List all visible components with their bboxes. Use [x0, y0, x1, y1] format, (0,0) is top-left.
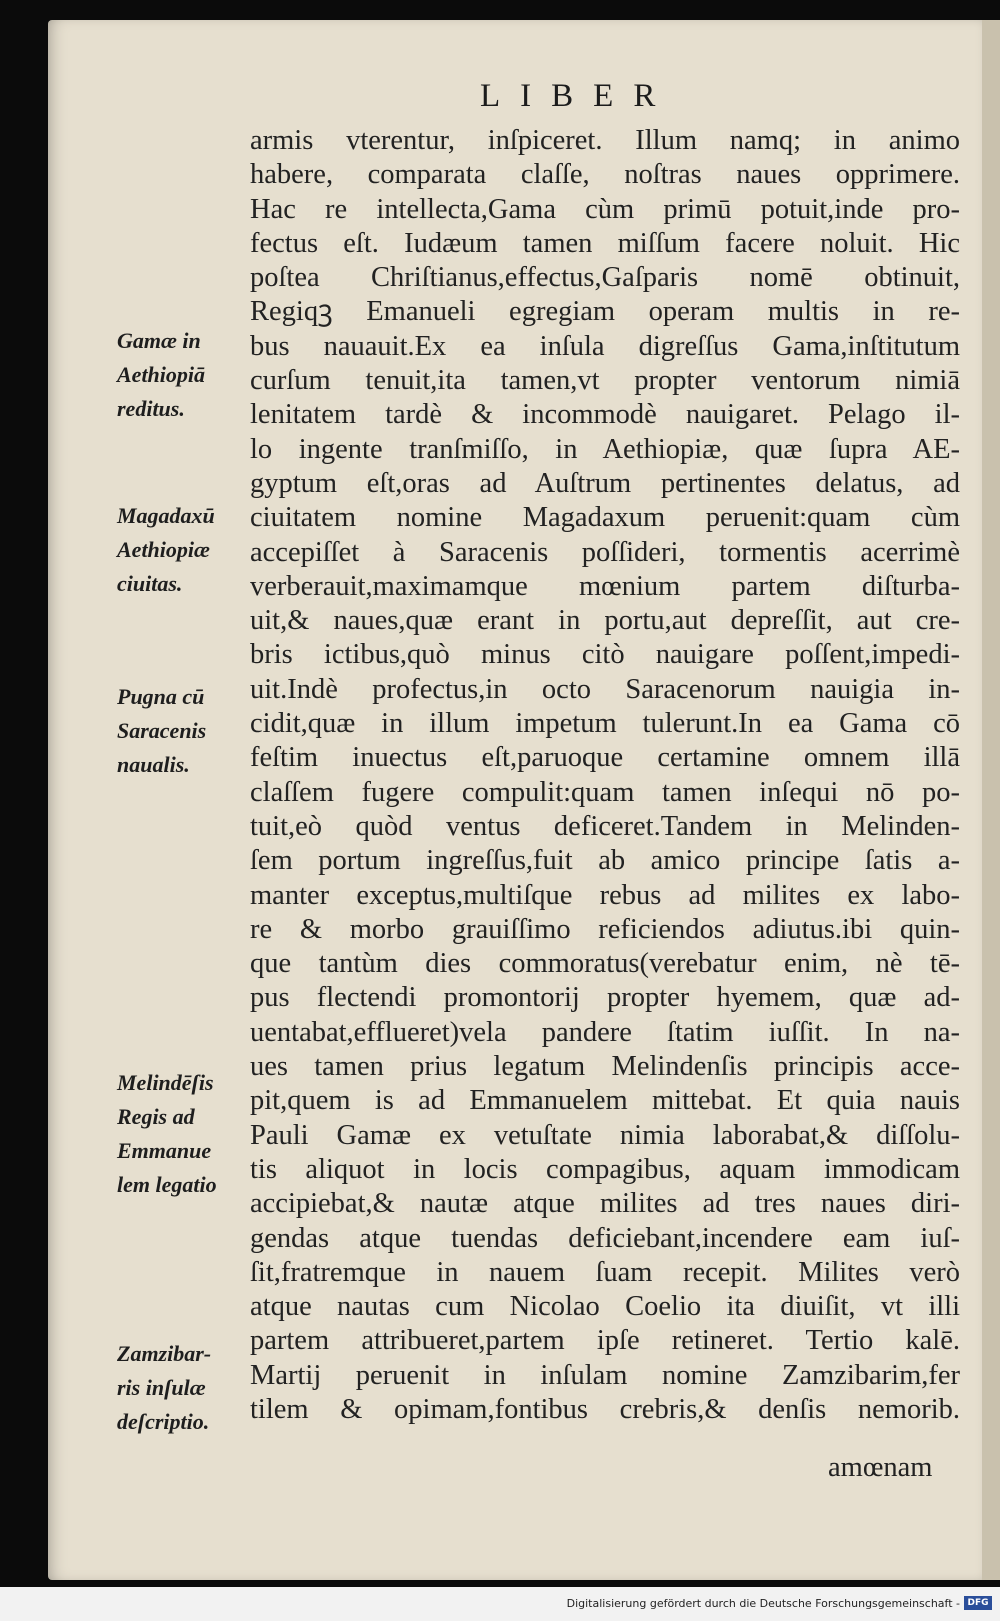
text-line: pus flectendi promontorij propter hyemem, quæ ad-: [250, 982, 960, 1014]
digitization-footer: [0, 1587, 1000, 1621]
note-line: ciuitas.: [117, 571, 183, 596]
note-line: Aethiopiæ: [117, 537, 210, 562]
note-line: lem legatio: [117, 1172, 217, 1197]
note-line: Gamæ in: [117, 328, 201, 353]
text-line: tuit,eò quòd ventus deficeret.Tandem in Melinden-: [250, 810, 960, 842]
note-line: Zamzibar-: [117, 1341, 212, 1366]
text-line: ues tamen prius legatum Melindenſis principis acce-: [250, 1051, 960, 1083]
text-line: manter exceptus,multiſque rebus ad milites ex labo-: [250, 879, 960, 911]
margin-note-pugna: [117, 680, 247, 782]
note-line: Magadaxū: [117, 503, 215, 528]
note-line: deſcriptio.: [117, 1409, 210, 1434]
body-text: [250, 124, 960, 1427]
text-line: partem attribueret,partem ipſe retineret. Tertio kalē.: [250, 1325, 960, 1357]
margin-note-melindensis: [117, 1066, 247, 1202]
text-line: bus nauauit.Ex ea inſula digreſſus Gama,inſtitutum: [250, 330, 960, 362]
text-line: tis aliquot in locis compagibus, aquam immodicam: [250, 1153, 960, 1185]
text-line: ſem portum ingreſſus,fuit ab amico principe ſatis a-: [250, 845, 960, 877]
note-line: Aethiopiā: [117, 362, 206, 387]
text-line: uentabat,efflueret)vela pandere ſtatim iuſſit. In na-: [250, 1016, 960, 1048]
text-line: Pauli Gamæ ex vetuſtate nimia laborabat,& diſſolu-: [250, 1119, 960, 1151]
text-line: gendas atque tuendas deficiebant,incendere eam iuſ-: [250, 1222, 960, 1254]
text-line: lenitatem tardè & incommodè nauigaret. Pelago il-: [250, 399, 960, 431]
note-line: Regis ad: [117, 1104, 195, 1129]
text-line: claſſem fugere compulit:quam tamen inſequi nō po-: [250, 776, 960, 808]
text-line: ciuitatem nomine Magadaxum peruenit:quam cùm: [250, 502, 960, 534]
text-line: habere, comparata claſſe, noſtras naues opprimere.: [250, 159, 960, 191]
text-line: curſum tenuit,ita tamen,vt propter ventorum nimiā: [250, 365, 960, 397]
text-line: que tantùm dies commoratus(verebatur enim, nè tē-: [250, 948, 960, 980]
text-line: uit.Indè profectus,in octo Saracenorum nauigia in-: [250, 673, 960, 705]
text-line: accipiebat,& nautæ atque milites ad tres naues diri-: [250, 1188, 960, 1220]
text-line: feſtim inuectus eſt,paruoque certamine omnem illā: [250, 742, 960, 774]
catchword: amœnam: [828, 1452, 933, 1483]
text-line: poſtea Chriſtianus,effectus,Gaſparis nomē obtinuit,: [250, 262, 960, 294]
note-line: Pugna cū: [117, 684, 205, 709]
text-line: Martij peruenit in inſulam nomine Zamzibarim,fer: [250, 1359, 960, 1391]
text-line: gyptum eſt,oras ad Auſtrum pertinentes delatus, ad: [250, 467, 960, 499]
footer-text: Digitalisierung gefördert durch die Deutsche Forschungsgemeinschaft -: [566, 1597, 960, 1610]
running-header: LIBER: [480, 78, 676, 114]
text-line: uit,& naues,quæ erant in portu,aut depreſſit, aut cre-: [250, 605, 960, 637]
margin-note-gama: [117, 324, 247, 426]
text-line: ſit,fratremque in nauem ſuam recepit. Milites verò: [250, 1256, 960, 1288]
margin-note-magadaxum: [117, 499, 247, 601]
text-line: atque nautas cum Nicolao Coelio ita diuiſit, vt illi: [250, 1291, 960, 1323]
note-line: naualis.: [117, 752, 190, 777]
note-line: ris inſulæ: [117, 1375, 206, 1400]
margin-note-zamzibar: [117, 1337, 247, 1439]
text-line: Regiqꝫ Emanueli egregiam operam multis in re-: [250, 296, 960, 328]
text-line: pit,quem is ad Emmanuelem mittebat. Et quia nauis: [250, 1085, 960, 1117]
text-line: armis vterentur, inſpiceret. Illum namq; in animo: [250, 125, 960, 156]
text-line: verberauit,maximamque mœnium partem diſturba-: [250, 570, 960, 602]
note-line: Melindēſis: [117, 1070, 214, 1095]
text-line: accepiſſet à Saracenis poſſideri, tormentis acerrimè: [250, 536, 960, 568]
dfg-logo[interactable]: DFG: [964, 1596, 992, 1610]
note-line: reditus.: [117, 396, 185, 421]
text-line: re & morbo grauiſſimo reficiendos adiutus.ibi quin-: [250, 913, 960, 945]
note-line: Saracenis: [117, 718, 207, 743]
text-line: cidit,quæ in illum impetum tulerunt.In ea Gama cō: [250, 708, 960, 740]
text-line: fectus eſt. Iudæum tamen miſſum facere noluit. Hic: [250, 227, 960, 259]
page-edge: [982, 20, 1000, 1580]
text-line: bris ictibus,quò minus citò nauigare poſſent,impedi-: [250, 639, 960, 671]
text-line: lo ingente tranſmiſſo, in Aethiopiæ, quæ ſupra AE-: [250, 433, 960, 465]
text-line: tilem & opimam,fontibus crebris,& denſis nemorib.: [250, 1393, 960, 1425]
note-line: Emmanue: [117, 1138, 212, 1163]
text-line: Hac re intellecta,Gama cùm primū potuit,inde pro-: [250, 193, 960, 225]
